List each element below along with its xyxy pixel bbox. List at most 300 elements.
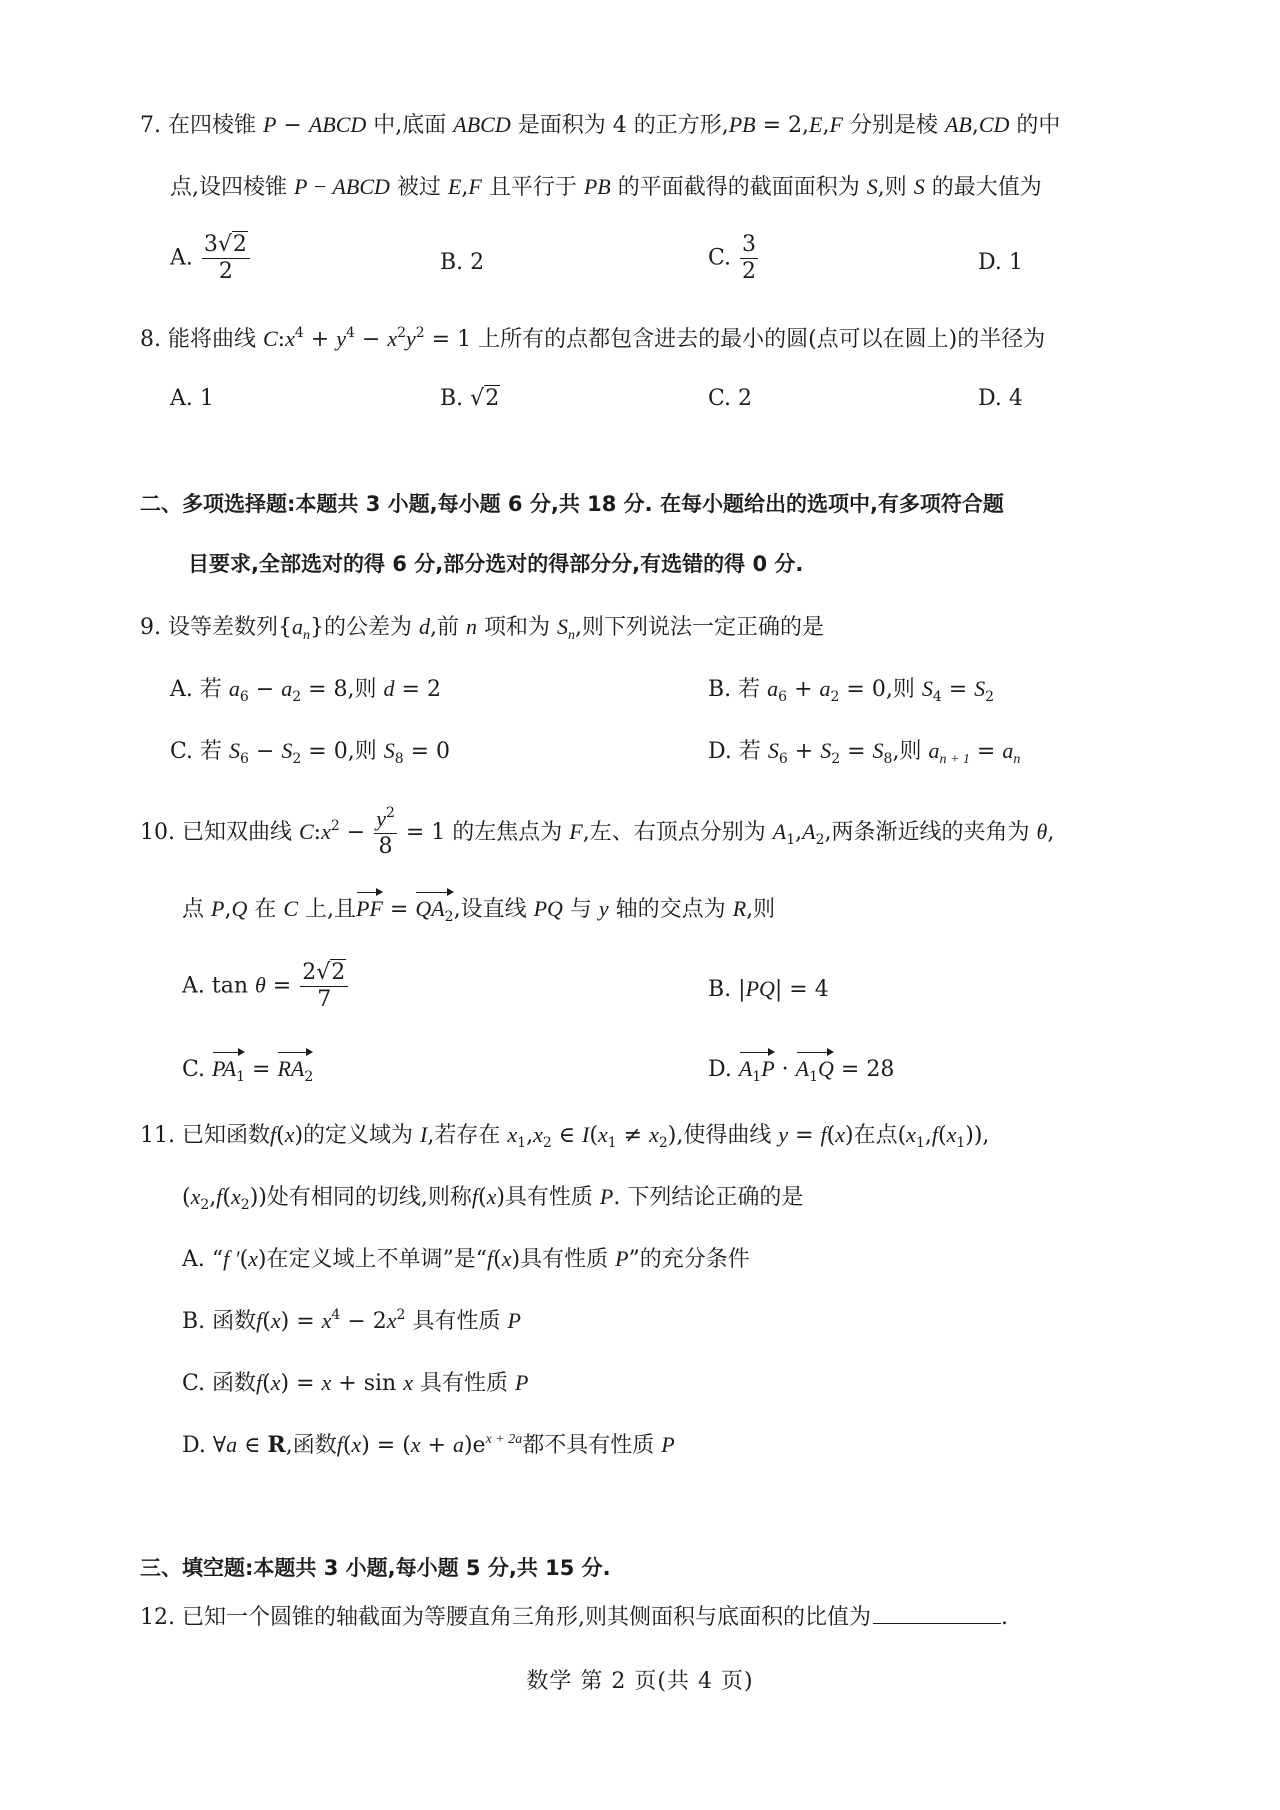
q11-text: + sin — [331, 1371, 404, 1396]
section-2-heading: 二、多项选择题:本题共 3 小题,每小题 6 分,共 18 分. 在每小题给出的选项中,有多项符合题 — [140, 492, 1004, 516]
math-A: A — [772, 819, 787, 844]
comma: , — [795, 820, 803, 845]
math-PB: PB — [583, 174, 611, 199]
math-a: a — [928, 738, 940, 763]
q10-text: | = 4 — [774, 977, 829, 1002]
math-A: A — [738, 1056, 753, 1081]
subscript: 1 — [915, 1135, 925, 1151]
math-x: x — [285, 326, 295, 351]
q10-text: = 28 — [833, 1057, 895, 1082]
q7-text: 分别是棱 — [842, 113, 945, 138]
subscript: 2 — [292, 751, 302, 767]
subscript: 1 — [236, 1069, 246, 1085]
subscript: 1 — [786, 832, 796, 848]
exp: 4 — [294, 325, 304, 341]
plus: + — [420, 1433, 453, 1458]
colon: : — [313, 820, 322, 845]
q11-text: ))处有相同的切线,则称 — [249, 1185, 472, 1210]
period: . — [1000, 1605, 1008, 1630]
exp: 2 — [330, 818, 340, 834]
math-x: x — [386, 1308, 397, 1333]
q9-option-a — [170, 672, 441, 703]
subscript: 2 — [658, 1135, 668, 1151]
math-QA: QA — [415, 896, 445, 921]
math-x: x — [321, 1308, 332, 1333]
q10-line2 — [182, 890, 775, 923]
coef: 3 — [203, 232, 218, 257]
math-a: a — [452, 1432, 464, 1457]
minus: − — [354, 327, 388, 352]
math-E: E — [809, 112, 823, 137]
in: ∈ — [237, 1433, 268, 1458]
q7-text: 是面积为 4 的正方形, — [510, 113, 729, 138]
math-S: S — [872, 738, 884, 763]
q11-line1 — [140, 1118, 989, 1149]
radicand: 2 — [232, 232, 247, 257]
q12-text: 12. 已知一个圆锥的轴截面为等腰直角三角形,则其侧面积与底面积的比值为 — [140, 1605, 871, 1630]
math-f: f — [471, 1184, 478, 1209]
option-label: B. — [440, 386, 471, 411]
subscript: 2 — [304, 1069, 314, 1085]
math-x: x — [649, 1122, 659, 1147]
fraction — [374, 806, 397, 860]
subscript: 2 — [292, 689, 302, 705]
denominator: 2 — [742, 259, 757, 284]
math-x: x — [507, 1122, 518, 1147]
exp: 4 — [345, 325, 355, 341]
subscript: 1 — [517, 1135, 527, 1151]
math-x: x — [321, 1370, 332, 1395]
math-S: S — [974, 676, 986, 701]
math-f: f — [256, 1308, 263, 1333]
math-ABCD: ABCD — [308, 112, 367, 137]
math-y: y — [376, 806, 386, 831]
radicand: 2 — [331, 960, 346, 985]
paren: ( — [262, 1371, 271, 1396]
answer-blank[interactable] — [873, 1623, 1001, 1624]
q10-text: 与 — [562, 897, 599, 922]
q11-option-d — [182, 1428, 675, 1459]
q7-text: 的中 — [1009, 113, 1061, 138]
math-C: C — [262, 326, 278, 351]
q10-text: ,左、右顶点分别为 — [582, 820, 773, 845]
numerator — [300, 960, 348, 987]
subscript: n + 1 — [939, 752, 970, 767]
q11-text: 11. 已知函数 — [140, 1123, 270, 1148]
q7-text: 且平行于 — [481, 175, 584, 200]
plus: + — [787, 677, 820, 702]
math-A: A — [802, 819, 816, 844]
q8-text: = 1 上所有的点都包含进去的最小的圆(点可以在圆上)的半径为 — [424, 327, 1046, 352]
exp: 2 — [397, 325, 406, 341]
minus: − — [248, 677, 282, 702]
math-PA: PA — [212, 1056, 237, 1081]
q11-option-b — [182, 1304, 521, 1335]
q11-text: ),使得曲线 — [667, 1123, 779, 1148]
comma: , — [924, 1123, 932, 1148]
option-label: A. “ — [182, 1247, 224, 1272]
paren: ( — [589, 1123, 598, 1148]
q8-option-a: A. 1 — [170, 386, 214, 411]
q8-option-d: D. 4 — [978, 386, 1023, 411]
math-theta: θ — [255, 972, 266, 998]
math-I: I — [420, 1122, 428, 1147]
q10-option-a — [182, 960, 350, 1013]
q9-line1 — [140, 610, 824, 641]
equals: = — [265, 973, 299, 999]
option-label: B. 函数 — [182, 1309, 257, 1334]
q11-text: − 2 — [340, 1309, 387, 1334]
q7-text: 被过 — [389, 175, 448, 200]
equals: = — [245, 1057, 278, 1082]
math-P: P — [761, 1056, 775, 1081]
q11-text: 都不具有性质 — [522, 1433, 662, 1458]
q7-text: = 2, — [755, 113, 810, 138]
paren: ( — [276, 1123, 285, 1148]
math-x: x — [835, 1122, 845, 1147]
q10-text: ,两条渐近线的夹角为 — [824, 820, 1037, 845]
math-a: a — [1002, 738, 1014, 763]
colon: : — [277, 327, 286, 352]
minus: − — [276, 113, 309, 138]
plus: + — [303, 327, 337, 352]
math-f: f — [487, 1246, 494, 1271]
math-x: x — [231, 1184, 241, 1209]
equals: = — [382, 897, 416, 922]
q11-line2 — [182, 1180, 803, 1211]
math-C: C — [283, 896, 299, 921]
math-R: R — [267, 1432, 286, 1458]
math-x: x — [906, 1122, 916, 1147]
math-y: y — [598, 896, 609, 921]
comma: , — [209, 1185, 217, 1210]
sqrt: √2 — [217, 232, 247, 257]
vector-PF: PF — [356, 890, 383, 922]
numerator: 3 — [742, 232, 757, 257]
math-x: x — [351, 1432, 362, 1457]
q7-text: 的最大值为 — [924, 175, 1042, 200]
q7-text: 的平面截得的截面面积为 — [610, 175, 867, 200]
q11-text: ,函数 — [285, 1433, 337, 1458]
math-A: A — [795, 1056, 810, 1081]
q9-text: ,前 — [429, 615, 466, 640]
math-f: f — [269, 1122, 277, 1147]
denominator: 8 — [378, 834, 393, 859]
vector-PA1 — [212, 1050, 246, 1085]
math-y: y — [336, 326, 346, 351]
section-2-heading-cont: 目要求,全部选对的得 6 分,部分选对的得部分分,有选错的得 0 分. — [188, 552, 804, 576]
radicand: 2 — [485, 386, 500, 411]
math-x: x — [597, 1122, 608, 1147]
math-x: x — [533, 1122, 543, 1147]
fraction — [202, 232, 250, 285]
option-label: A. 若 — [170, 677, 229, 702]
math-d: d — [383, 676, 395, 701]
math-F: F — [569, 819, 583, 844]
math-P: P — [507, 1308, 521, 1333]
sqrt: √2 — [470, 386, 500, 411]
q9-text: = 2 — [394, 677, 441, 702]
subscript: 6 — [778, 689, 788, 705]
math-S: S — [767, 738, 779, 763]
minus: − — [339, 820, 373, 845]
math-CD: CD — [978, 112, 1010, 137]
math-S: S — [556, 614, 568, 639]
q7-line1 — [140, 108, 1060, 139]
q11-text: )具有性质 — [496, 1185, 600, 1210]
subscript: 2 — [815, 832, 825, 848]
q8-option-c: C. 2 — [708, 386, 753, 411]
math-y: y — [778, 1122, 789, 1147]
math-f: f — [336, 1432, 343, 1457]
q11-text: . 下列结论正确的是 — [613, 1185, 804, 1210]
math-f: f — [931, 1122, 938, 1147]
q11-text: )的定义域为 — [294, 1123, 421, 1148]
math-S: S — [913, 174, 925, 199]
option-label: C. — [708, 245, 739, 271]
paren: ( — [342, 1433, 352, 1458]
paren: ( — [477, 1185, 487, 1210]
math-S: S — [820, 738, 832, 763]
q11-option-a — [182, 1242, 750, 1273]
math-d: d — [418, 614, 430, 639]
vector-RA2 — [277, 1050, 314, 1085]
option-label: C. 若 — [170, 739, 230, 764]
option-label: D. ∀ — [182, 1433, 227, 1458]
math-P: P — [599, 1184, 614, 1209]
denominator: 7 — [317, 987, 332, 1012]
equals: = — [840, 739, 873, 764]
math-x: x — [284, 1122, 295, 1147]
q11-text: 具有性质 — [413, 1371, 515, 1396]
denominator: 2 — [218, 259, 233, 284]
math-theta: θ — [1036, 819, 1048, 844]
math-x: x — [410, 1432, 421, 1457]
paren: ( — [262, 1309, 271, 1334]
math-f: f — [820, 1122, 827, 1147]
math-a: a — [281, 676, 293, 701]
q7-text: ,则 — [877, 175, 914, 200]
math-Q: Q — [231, 896, 248, 921]
math-y: y — [406, 326, 416, 351]
subscript: 6 — [778, 751, 788, 767]
numerator — [374, 806, 397, 834]
math-x: x — [387, 326, 398, 351]
math-x: x — [486, 1184, 497, 1209]
option-label: A. tan — [182, 973, 255, 999]
math-n: n — [465, 614, 477, 639]
vector-A1Q — [795, 1050, 834, 1085]
q8-line1 — [140, 322, 1045, 353]
math-RA: RA — [277, 1056, 305, 1081]
vector-QA2 — [415, 890, 454, 925]
q10-text: ,设直线 — [453, 897, 534, 922]
exp: 2 — [415, 325, 425, 341]
math-P: P — [615, 1246, 629, 1271]
exp: 2 — [385, 805, 395, 821]
subscript: 2 — [985, 689, 995, 705]
option-label: B. | — [708, 977, 746, 1002]
q11-text: )在定义域上不单调”是“ — [257, 1247, 487, 1272]
dot: · — [774, 1057, 796, 1082]
paren: ( — [937, 1123, 947, 1148]
math-S: S — [866, 174, 878, 199]
q10-text: 点 — [182, 897, 211, 922]
paren: ( — [222, 1185, 231, 1210]
numerator — [202, 232, 250, 259]
minus: − — [248, 739, 282, 764]
q9-text: 9. 设等差数列{ — [140, 615, 292, 640]
q10-text: 上,且 — [298, 897, 357, 922]
math-S: S — [921, 676, 933, 701]
math-f: f — [216, 1184, 223, 1209]
q10-text: ,则 — [746, 897, 776, 922]
option-label: D. — [708, 1057, 739, 1082]
q7-option-d: D. 1 — [978, 250, 1023, 275]
math-P: P — [515, 1370, 529, 1395]
fraction — [300, 960, 348, 1013]
subscript: 6 — [240, 751, 249, 767]
q10-text: 10. 已知双曲线 — [140, 820, 299, 845]
q11-text: ) = — [280, 1371, 322, 1396]
q7-option-b: B. 2 — [440, 250, 485, 275]
math-PQ: PQ — [745, 976, 775, 1001]
subscript: 8 — [883, 751, 893, 767]
q11-text: ) = ( — [361, 1433, 411, 1458]
option-label: D. 若 — [708, 739, 768, 764]
math-a: a — [228, 676, 240, 701]
q10-option-b — [708, 976, 829, 1002]
q9-option-d — [708, 734, 1020, 765]
exp: 2 — [396, 1307, 406, 1323]
coef: 2 — [302, 960, 317, 985]
subscript: 1 — [809, 1069, 819, 1085]
section-3-heading: 三、填空题:本题共 3 小题,每小题 5 分,共 15 分. — [140, 1556, 611, 1580]
q11-text: )在点( — [845, 1123, 907, 1148]
math-F: F — [829, 112, 843, 137]
comma: , — [461, 175, 469, 200]
math-AB: AB — [944, 112, 972, 137]
subscript: 4 — [932, 689, 942, 705]
q8-option-b — [440, 386, 500, 411]
paren: ( — [493, 1247, 502, 1272]
subscript: n — [302, 628, 310, 643]
math-f-prime: f ′ — [223, 1246, 240, 1271]
q7-text: 点,设四棱锥 — [170, 175, 294, 200]
q10-option-c — [182, 1050, 314, 1085]
q9-text: = 0,则 — [301, 739, 384, 764]
comma: , — [224, 897, 232, 922]
math-x: x — [403, 1370, 413, 1395]
in: ∈ — [551, 1123, 583, 1148]
subscript: 2 — [444, 909, 454, 925]
q12-line1 — [140, 1600, 1008, 1631]
q7-text: 7. 在四棱锥 — [140, 113, 256, 138]
q11-text: ,若存在 — [427, 1123, 508, 1148]
subscript: n — [1013, 752, 1021, 767]
math-PB: PB — [728, 112, 756, 137]
q11-text: )具有性质 — [511, 1247, 616, 1272]
q9-text: = 8,则 — [301, 677, 384, 702]
math-f: f — [256, 1370, 263, 1395]
q8-text: 8. 能将曲线 — [140, 327, 263, 352]
comma: , — [971, 113, 979, 138]
subscript: 2 — [240, 1197, 250, 1213]
q11-text: ) = — [280, 1309, 322, 1334]
subscript: 8 — [394, 751, 404, 767]
sqrt: √2 — [316, 960, 346, 985]
q11-text: ”的充分条件 — [628, 1247, 750, 1272]
math-x: x — [270, 1370, 281, 1395]
math-F: F — [468, 174, 482, 199]
math-P: P — [661, 1432, 675, 1457]
q11-option-c — [182, 1366, 528, 1397]
math-Q: Q — [818, 1056, 834, 1081]
q10-text: 在 — [247, 897, 284, 922]
option-label: C. 函数 — [182, 1371, 257, 1396]
q9-text: = 0,则 — [839, 677, 922, 702]
math-a: a — [226, 1432, 238, 1457]
math-PQ: PQ — [533, 896, 563, 921]
math-S: S — [229, 738, 241, 763]
q9-text: ,则 — [892, 739, 929, 764]
q11-text: )), — [965, 1123, 990, 1148]
exp: 4 — [331, 1307, 341, 1323]
q9-option-b — [708, 672, 994, 703]
q7-line2 — [170, 170, 1042, 201]
math-I: I — [582, 1122, 590, 1147]
comma: , — [526, 1123, 534, 1148]
q9-text: ,则下列说法一定正确的是 — [574, 615, 824, 640]
q11-text: )e — [463, 1433, 486, 1458]
subscript: n — [567, 628, 575, 643]
math-x: x — [190, 1184, 201, 1209]
math-P: P — [262, 112, 277, 137]
math-x: x — [501, 1246, 512, 1271]
equals: = — [941, 677, 975, 702]
subscript: 1 — [956, 1135, 966, 1151]
math-a: a — [767, 676, 779, 701]
q7-text: 中,底面 — [366, 113, 454, 138]
paren: ( — [239, 1247, 249, 1272]
comma: , — [1047, 820, 1055, 845]
q7-option-c — [708, 232, 760, 285]
neq: ≠ — [616, 1123, 650, 1148]
subscript: 1 — [607, 1135, 617, 1151]
equals: = — [969, 739, 1003, 764]
option-label: B. 若 — [708, 677, 768, 702]
math-x: x — [946, 1122, 957, 1147]
q9-text: }的公差为 — [309, 615, 419, 640]
subscript: 2 — [200, 1197, 210, 1213]
q9-text: = 0 — [403, 739, 451, 764]
math-S: S — [281, 738, 293, 763]
q10-text: = 1 的左焦点为 — [398, 820, 570, 845]
page-footer: 数学 第 2 页(共 4 页) — [526, 1669, 754, 1694]
q9-option-c — [170, 734, 450, 765]
subscript: 2 — [831, 751, 841, 767]
math-R: R — [732, 896, 747, 921]
q9-text: 项和为 — [476, 615, 557, 640]
q10-option-d — [708, 1050, 895, 1085]
option-label: C. — [182, 1057, 213, 1082]
vector-A1P — [738, 1050, 775, 1085]
fraction — [740, 232, 758, 285]
plus: + — [787, 739, 821, 764]
math-a: a — [291, 614, 303, 639]
q10-text: 轴的交点为 — [608, 897, 733, 922]
equals: = — [788, 1123, 821, 1148]
